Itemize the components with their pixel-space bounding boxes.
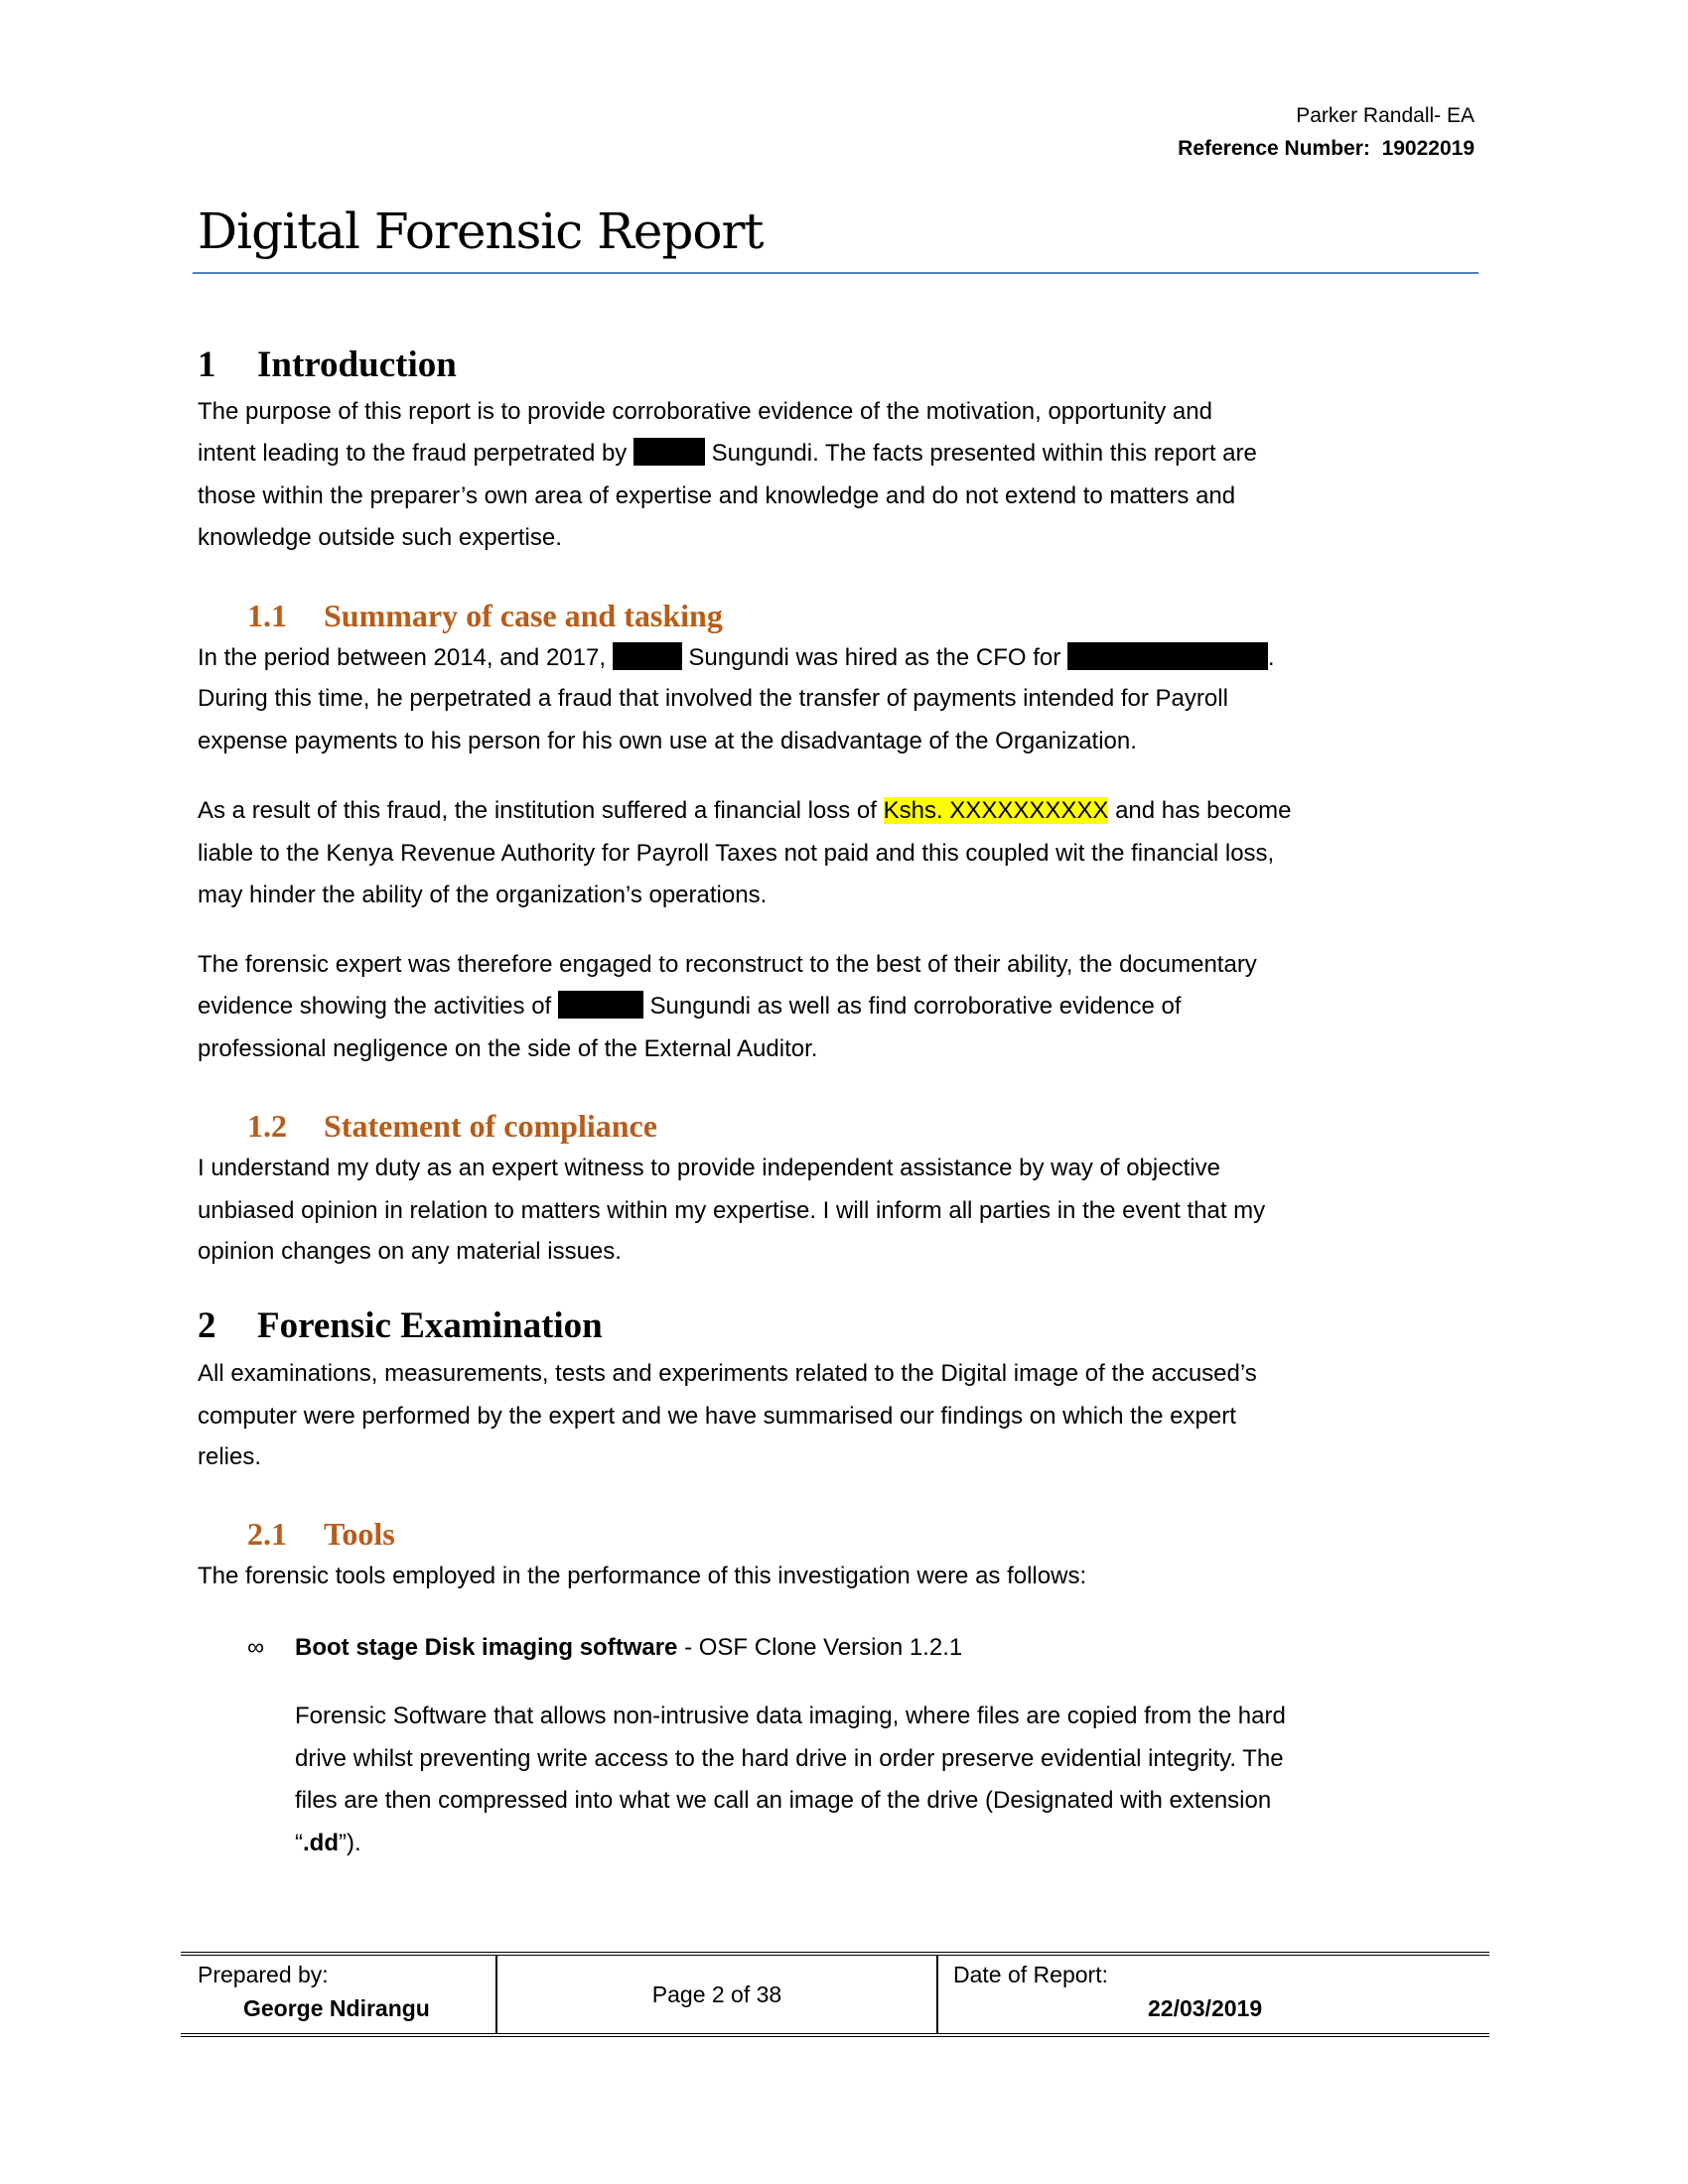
text-line: expense payments to his person for his own use at the disadvantage of the Organization.	[198, 728, 1137, 754]
text-line: All examinations, measurements, tests and experiments related to the Digital image of the accused’s	[198, 1360, 1257, 1387]
title-rule	[193, 272, 1478, 274]
section-1-number: 1	[198, 344, 216, 385]
text-line: professional negligence on the side of the External Auditor.	[198, 1035, 818, 1062]
text-line: computer were performed by the expert and we have summarised our findings on which the expert	[198, 1403, 1236, 1430]
text-line: files are then compressed into what we call an image of the drive (Designated with extension	[295, 1787, 1272, 1814]
text-span: As a result of this fraud, the institution suffered a financial loss of	[198, 797, 877, 824]
tool-item	[295, 1627, 962, 1669]
reference-label: Reference Number:	[1178, 137, 1370, 160]
text-line	[198, 986, 1182, 1027]
redaction-box	[633, 438, 705, 466]
text-line: The purpose of this report is to provide corroborative evidence of the motivation, opportunity and	[198, 398, 1212, 425]
header-author: Parker Randall- EA	[1296, 104, 1475, 127]
redaction-box	[558, 991, 643, 1019]
text-line	[295, 1823, 361, 1864]
text-line: relies.	[198, 1443, 262, 1470]
reference-number: 19022019	[1381, 137, 1475, 160]
text-span: In the period between 2014, and 2017,	[198, 644, 606, 671]
page-footer	[181, 1952, 1489, 2037]
section-2-number: 2	[198, 1305, 216, 1346]
section-1-2-number: 1.2	[247, 1108, 287, 1144]
footer-divider	[936, 1956, 938, 2033]
text-span: ”).	[339, 1830, 361, 1856]
text-line: drive whilst preventing write access to the hard drive in order preserve evidential integrity. The	[295, 1745, 1284, 1772]
text-line	[198, 433, 1257, 475]
date-label: Date of Report:	[953, 1962, 1108, 1987]
prepared-name: George Ndirangu	[243, 1995, 430, 2021]
text-span: evidence showing the activities of	[198, 993, 552, 1020]
section-1-1-heading: Summary of case and tasking	[324, 598, 723, 633]
report-date: 22/03/2019	[1148, 1995, 1263, 2021]
text-line	[198, 790, 1292, 832]
text-line: unbiased opinion in relation to matters within my expertise. I will inform all parties in the event that my	[198, 1197, 1266, 1224]
text-line	[198, 637, 1275, 679]
section-1-heading: Introduction	[257, 344, 457, 385]
section-2-1-heading: Tools	[324, 1516, 395, 1552]
text-line: those within the preparer’s own area of expertise and knowledge and do not extend to matters and	[198, 482, 1236, 509]
text-line: may hinder the ability of the organization’s operations.	[198, 882, 768, 908]
text-span: intent leading to the fraud perpetrated by	[198, 440, 628, 467]
text-line: The forensic tools employed in the performance of this investigation were as follows:	[198, 1563, 1087, 1589]
text-line: I understand my duty as an expert witness to provide independent assistance by way of objective	[198, 1155, 1220, 1181]
text-line: knowledge outside such expertise.	[198, 524, 562, 551]
bullet-icon: ∞	[247, 1634, 265, 1661]
page-title: Digital Forensic Report	[198, 203, 764, 260]
text-line: The forensic expert was therefore engaged to reconstruct to the best of their ability, the documentary	[198, 951, 1257, 978]
highlighted-amount: Kshs. XXXXXXXXXX	[883, 797, 1109, 824]
tool-name: Boot stage Disk imaging software	[295, 1634, 678, 1661]
text-span: Sungundi was hired as the CFO for	[688, 644, 1061, 671]
section-1-2-heading: Statement of compliance	[324, 1108, 657, 1144]
tool-detail: - OSF Clone Version 1.2.1	[677, 1634, 963, 1661]
file-extension: .dd	[303, 1830, 339, 1856]
text-span: Sungundi as well as find corroborative evidence of	[649, 993, 1182, 1020]
text-line: Forensic Software that allows non-intrusive data imaging, where files are copied from the hard	[295, 1703, 1286, 1729]
footer-page	[497, 1956, 936, 2033]
section-2-heading: Forensic Examination	[257, 1305, 603, 1346]
text-span: and has become	[1115, 797, 1292, 824]
header-reference	[1178, 134, 1475, 164]
page-number: Page 2 of 38	[651, 1980, 782, 2007]
text-line: liable to the Kenya Revenue Authority for Payroll Taxes not paid and this coupled wit the financial loss,	[198, 840, 1275, 867]
prepared-label: Prepared by:	[198, 1962, 329, 1987]
redaction-box	[613, 642, 682, 670]
section-1-1-number: 1.1	[247, 598, 287, 633]
section-2-1-number: 2.1	[247, 1516, 287, 1552]
footer-date	[953, 1956, 1489, 2033]
text-line: opinion changes on any material issues.	[198, 1238, 622, 1265]
text-span: .	[1267, 644, 1275, 671]
text-line: During this time, he perpetrated a fraud that involved the transfer of payments intended for Payroll	[198, 685, 1228, 712]
footer-prepared	[198, 1956, 495, 2033]
text-span: “	[295, 1830, 303, 1856]
text-span: Sungundi. The facts presented within this report are	[711, 440, 1257, 467]
redaction-box	[1067, 642, 1268, 670]
